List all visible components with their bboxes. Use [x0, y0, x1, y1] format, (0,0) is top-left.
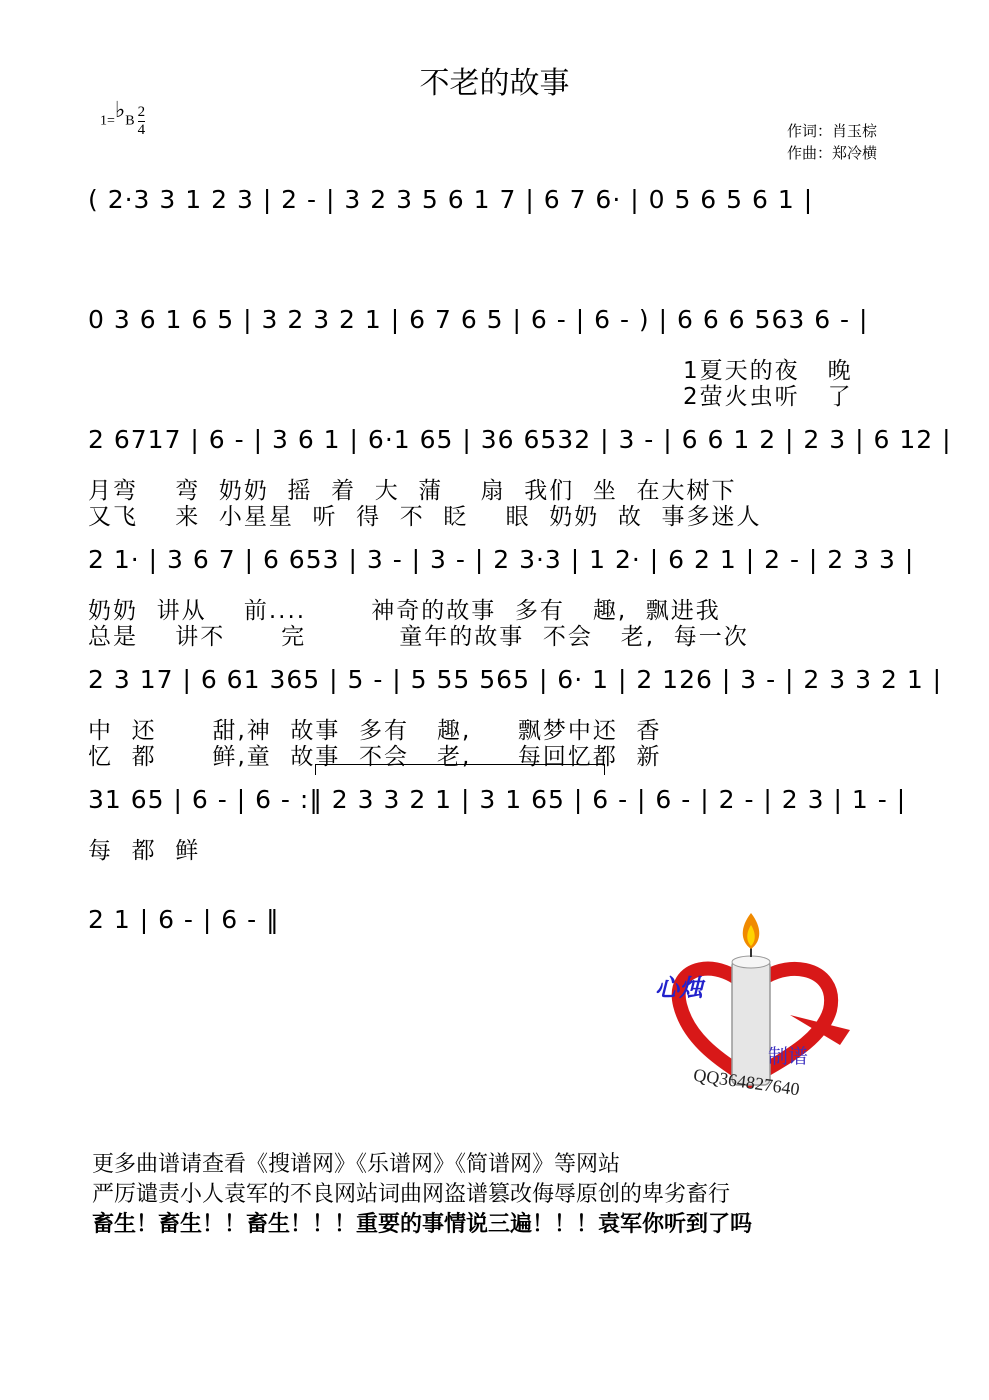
score-line-2: 0 3 6 1 6 5 | 3 2 3 2 1 | 6 7 6 5 | 6 - | 6 - ) | 6 6 6 563 6 - |	[88, 305, 869, 334]
lyric-verse2-start: 2萤火虫听 了	[683, 384, 853, 410]
lyric-line4-verse1: 奶奶 讲从 前.... 神奇的故事 多有 趣, 飘进我	[88, 598, 721, 624]
lyric-line5-verse1: 中 还 甜,神 故事 多有 趣, 飘梦中还 香	[88, 718, 662, 744]
lyric-line4-verse2: 总是 讲不 完 童年的故事 不会 老, 每一次	[88, 624, 749, 650]
logo-text-right: 制谱	[768, 1044, 808, 1068]
key-note: B	[125, 113, 135, 129]
time-top: 2	[137, 104, 146, 120]
flat-icon: ♭	[114, 96, 126, 122]
volta-bracket	[315, 764, 605, 775]
lyric-line6-verse1: 每 都 鲜	[88, 838, 201, 864]
page-title: 不老的故事	[419, 66, 570, 101]
lyric-line3-verse1: 月弯 弯 奶奶 摇 着 大 蒲 扇 我们 坐 在大树下	[88, 478, 737, 504]
logo-qq: QQ364827640	[692, 1064, 801, 1100]
footer-line-2: 严厉谴责小人袁军的不良网站词曲网盗谱篡改侮辱原创的卑劣畜行	[92, 1182, 731, 1207]
score-line-7: 2 1 | 6 - | 6 - ‖	[88, 905, 280, 934]
key-prefix: 1=	[100, 113, 115, 129]
key-signature	[100, 96, 146, 139]
score-line-4: 2 1· | 3 6 7 | 6 653 | 3 - | 3 - | 2 3·3 | 1 2· | 6 2 1 | 2 - | 2 3 3 |	[88, 545, 915, 574]
logo-text-left: 心烛	[655, 974, 703, 1002]
footer-line-1: 更多曲谱请查看《搜谱网》《乐谱网》《简谱网》等网站	[92, 1152, 621, 1177]
lyric-line5-verse2: 忆 都 鲜,童 故事 不会 老, 每回忆都 新	[88, 744, 662, 770]
score-line-3: 2 6717 | 6 - | 3 6 1 | 6·1 65 | 36 6532 | 3 - | 6 6 1 2 | 2 3 | 6 12 |	[88, 425, 952, 454]
lyric-verse1-start: 1夏天的夜 晚	[683, 358, 853, 384]
footer-line-3: 畜生！畜生！！畜生！！！重要的事情说三遍！！！袁军你听到了吗	[92, 1212, 753, 1237]
time-signature	[138, 104, 146, 139]
composer-credit: 作曲：郑冷横	[787, 144, 878, 162]
score-line-5: 2 3 17 | 6 61 365 | 5 - | 5 55 565 | 6· 1 | 2 126 | 3 - | 2 3 3 2 1 |	[88, 665, 943, 694]
score-line-1: ( 2·3 3 1 2 3 | 2 - | 3 2 3 5 6 1 7 | 6 7 6· | 0 5 6 5 6 1 |	[88, 185, 814, 214]
time-bottom: 4	[137, 122, 146, 138]
lyricist-credit: 作词：肖玉棕	[787, 122, 878, 140]
score-line-6: 31 65 | 6 - | 6 - :‖ 2 3 3 2 1 | 3 1 65 | 6 - | 6 - | 2 - | 2 3 | 1 - |	[88, 785, 907, 814]
lyric-line3-verse2: 又飞 来 小星星 听 得 不 眨 眼 奶奶 故 事多迷人	[88, 504, 762, 530]
